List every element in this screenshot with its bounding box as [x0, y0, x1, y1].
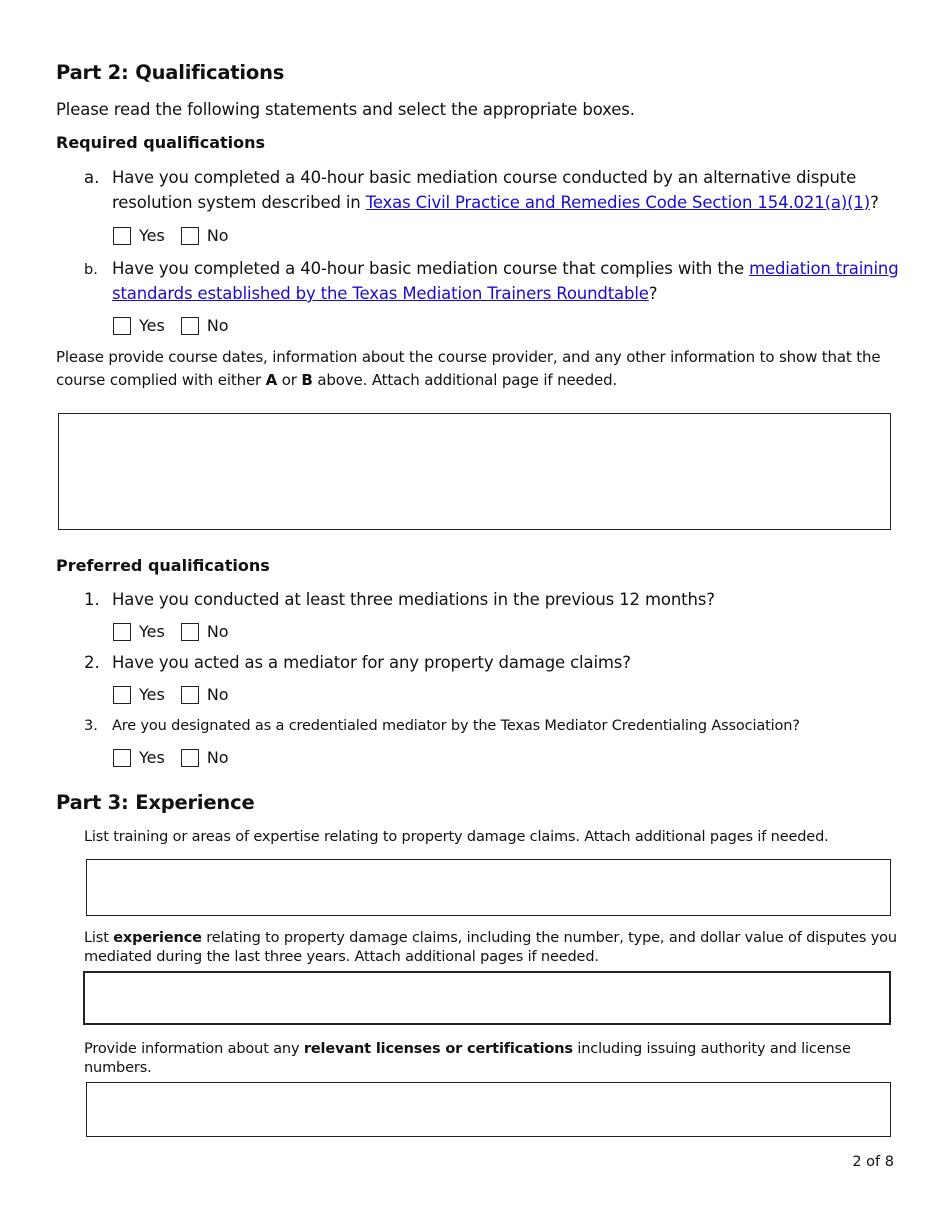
experience-text: List	[84, 930, 114, 946]
experience-textbox[interactable]	[83, 971, 891, 1025]
experience-emphasis: experience	[113, 930, 202, 946]
page-number: 2 of 8	[852, 1154, 894, 1170]
item-b-no-checkbox[interactable]	[181, 317, 199, 335]
pref-3-yes-checkbox[interactable]	[113, 749, 131, 767]
pref-2-marker: 2.	[84, 653, 100, 672]
pref-3-no-label: No	[206, 748, 229, 767]
item-a-text: Have you completed a 40-hour basic mediation course conducted by an alternative dispute resolution system described in	[112, 168, 857, 212]
course-info-textbox[interactable]	[58, 413, 891, 530]
experience-instructions	[84, 929, 899, 967]
pref-3-no-checkbox[interactable]	[181, 749, 199, 767]
item-a-yes-label: Yes	[139, 226, 165, 245]
pref-2-options	[113, 685, 229, 704]
item-b-standards-link[interactable]: mediation training standards established by the Texas Mediation Trainers Roundtable	[112, 259, 899, 303]
course-info-option-b: B	[301, 371, 313, 389]
item-b-marker: b.	[84, 262, 98, 278]
pref-1-no-checkbox[interactable]	[181, 623, 199, 641]
part3-heading: Part 3: Experience	[56, 791, 255, 814]
pref-1-question: Have you conducted at least three mediations in the previous 12 months?	[112, 590, 715, 609]
course-info-text: Please provide course dates, information about the course provider, and any other information to show that the course complied with either	[56, 348, 881, 389]
pref-3-yes-label: Yes	[139, 748, 165, 767]
required-qualifications-heading: Required qualifications	[56, 133, 266, 152]
course-info-or: or	[277, 371, 302, 389]
item-a-marker: a.	[84, 168, 100, 187]
pref-3-question: Are you designated as a credentialed mediator by the Texas Mediator Credentialing Association?	[112, 718, 800, 734]
item-a-text-end: ?	[870, 193, 879, 212]
item-b-text-end: ?	[648, 284, 658, 303]
pref-1-yes-label: Yes	[139, 622, 165, 641]
pref-1-marker: 1.	[84, 590, 100, 609]
item-a-yes-checkbox[interactable]	[113, 227, 131, 245]
item-b-no-label: No	[206, 316, 229, 335]
course-info-instructions	[56, 346, 896, 392]
item-a-no-checkbox[interactable]	[181, 227, 199, 245]
item-a-options	[113, 226, 229, 245]
training-textbox[interactable]	[86, 859, 891, 916]
licenses-emphasis: relevant licenses or certifications	[303, 1041, 573, 1057]
item-a-question	[112, 165, 902, 215]
pref-1-yes-checkbox[interactable]	[113, 623, 131, 641]
course-info-option-a: A	[265, 371, 278, 389]
pref-2-yes-label: Yes	[139, 685, 165, 704]
course-info-text-end: above. Attach additional page if needed.	[312, 371, 618, 389]
part2-intro: Please read the following statements and select the appropriate boxes.	[56, 100, 635, 119]
pref-1-options	[113, 622, 229, 641]
experience-text-end: relating to property damage claims, including the number, type, and dollar value of disputes you mediated during the last three years. Attach additional pages if needed.	[84, 930, 897, 965]
licenses-text: Provide information about any	[84, 1041, 304, 1057]
item-b-yes-checkbox[interactable]	[113, 317, 131, 335]
item-b-question	[112, 256, 902, 306]
item-b-text: Have you completed a 40-hour basic mediation course that complies with the	[112, 259, 750, 278]
preferred-qualifications-heading: Preferred qualifications	[56, 556, 270, 575]
licenses-instructions	[84, 1040, 899, 1078]
item-b-options	[113, 316, 229, 335]
item-a-code-link[interactable]: Texas Civil Practice and Remedies Code Section 154.021(a)(1)	[365, 193, 871, 212]
item-a-no-label: No	[206, 226, 229, 245]
pref-2-no-label: No	[206, 685, 229, 704]
pref-2-question: Have you acted as a mediator for any property damage claims?	[112, 653, 631, 672]
pref-2-yes-checkbox[interactable]	[113, 686, 131, 704]
pref-3-marker: 3.	[84, 718, 98, 734]
training-instructions: List training or areas of expertise relating to property damage claims. Attach additional pages if needed.	[84, 829, 829, 845]
licenses-textbox[interactable]	[86, 1082, 891, 1137]
licenses-text-end: including issuing authority and license numbers.	[84, 1041, 851, 1076]
item-b-yes-label: Yes	[139, 316, 165, 335]
part2-heading: Part 2: Qualifications	[56, 61, 285, 84]
pref-1-no-label: No	[206, 622, 229, 641]
pref-2-no-checkbox[interactable]	[181, 686, 199, 704]
pref-3-options	[113, 748, 229, 767]
